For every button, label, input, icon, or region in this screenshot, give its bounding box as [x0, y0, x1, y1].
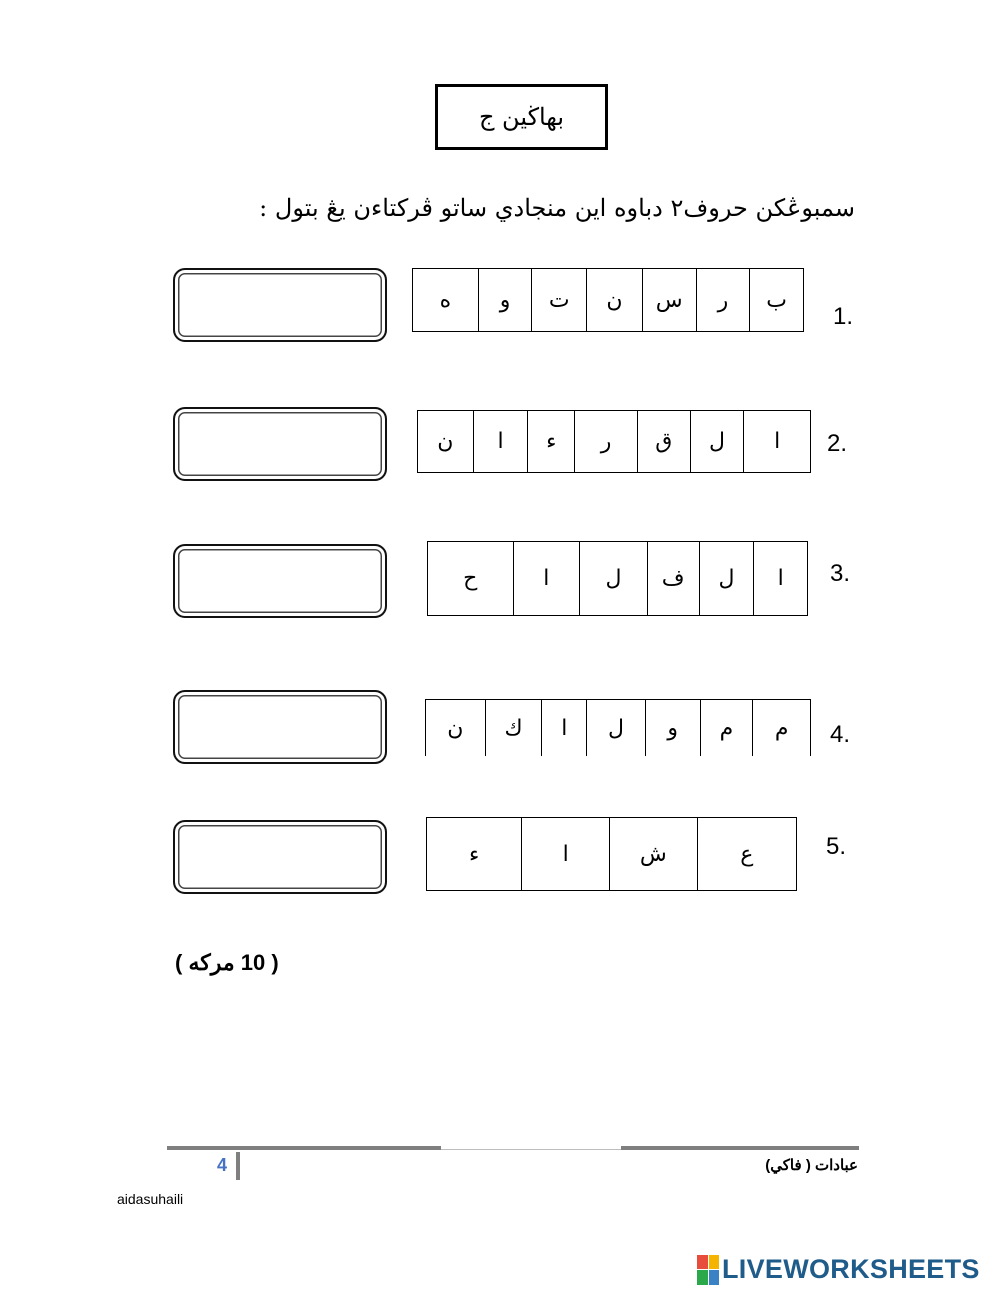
letter-cell: ه	[439, 287, 452, 313]
letter-cell: ن	[437, 429, 454, 454]
letter-cell: و	[478, 269, 532, 331]
letter-cell: ء	[527, 411, 574, 472]
footer-label: عبادات ( فاكي)	[765, 1157, 858, 1174]
letter-cell: ل	[586, 700, 645, 756]
letter-cell: ر	[574, 411, 637, 472]
question-number-4: 4.	[830, 721, 851, 748]
letter-cell: ا	[473, 411, 528, 472]
letter-grid-4	[425, 699, 811, 756]
letter-cell: ا	[521, 818, 609, 890]
question-number-5: 5.	[826, 833, 847, 860]
footer-rule	[621, 1146, 859, 1150]
letter-cell: ا	[743, 411, 810, 472]
letter-cell: م	[752, 700, 810, 756]
letter-cell: ش	[609, 818, 697, 890]
letter-cell: ا	[513, 542, 580, 615]
answer-input-4[interactable]	[175, 692, 389, 764]
question-number-1: 1.	[833, 303, 854, 330]
letter-cell: ن	[586, 269, 642, 331]
answer-input-1[interactable]	[175, 270, 389, 342]
letter-cell: ت	[531, 269, 586, 331]
answer-box-2[interactable]	[173, 407, 387, 481]
letter-cell: ل	[579, 542, 647, 615]
letter-grid-5	[426, 817, 797, 891]
letter-cell: ق	[637, 411, 690, 472]
liveworksheets-icon	[697, 1255, 719, 1285]
letter-cell: ل	[690, 411, 744, 472]
brand-logo	[697, 1254, 980, 1285]
letter-cell: ء	[469, 841, 480, 867]
footer-rule	[441, 1149, 621, 1150]
letter-cell: ا	[541, 700, 586, 756]
letter-cell: ع	[697, 818, 796, 890]
question-number-3: 3.	[830, 560, 851, 587]
marks-label: ( 10 مركه )	[175, 950, 279, 975]
footer-divider	[236, 1152, 240, 1180]
answer-input-3[interactable]	[175, 546, 389, 618]
letter-grid-3	[427, 541, 808, 616]
section-title: بهاڬين ج	[435, 84, 608, 150]
letter-grid-1	[412, 268, 804, 332]
letter-cell: ا	[753, 542, 807, 615]
footer-rule	[167, 1146, 441, 1150]
letter-cell: ر	[696, 269, 750, 331]
question-number-2: 2.	[827, 430, 848, 457]
letter-cell: ك	[485, 700, 542, 756]
answer-box-1[interactable]	[173, 268, 387, 342]
answer-box-3[interactable]	[173, 544, 387, 618]
instruction-text: سمبوڠكن حروف٢ دباوه اين منجادي ساتو ڤركتاءن يڠ بتول :	[259, 194, 855, 222]
answer-input-5[interactable]	[175, 822, 389, 894]
brand-name: LIVEWORKSHEETS	[722, 1254, 980, 1284]
letter-cell: و	[645, 700, 700, 756]
letter-cell: ب	[749, 269, 803, 331]
letter-grid-2	[417, 410, 811, 473]
letter-cell: س	[642, 269, 696, 331]
page-number: 4	[217, 1155, 228, 1175]
answer-box-4[interactable]	[173, 690, 387, 764]
letter-cell: ف	[647, 542, 699, 615]
letter-cell: م	[700, 700, 753, 756]
letter-cell: ن	[447, 715, 464, 741]
author-name: aidasuhaili	[117, 1191, 184, 1207]
letter-cell: ل	[699, 542, 754, 615]
answer-box-5[interactable]	[173, 820, 387, 894]
answer-input-2[interactable]	[175, 409, 389, 481]
letter-cell: ح	[463, 566, 478, 591]
